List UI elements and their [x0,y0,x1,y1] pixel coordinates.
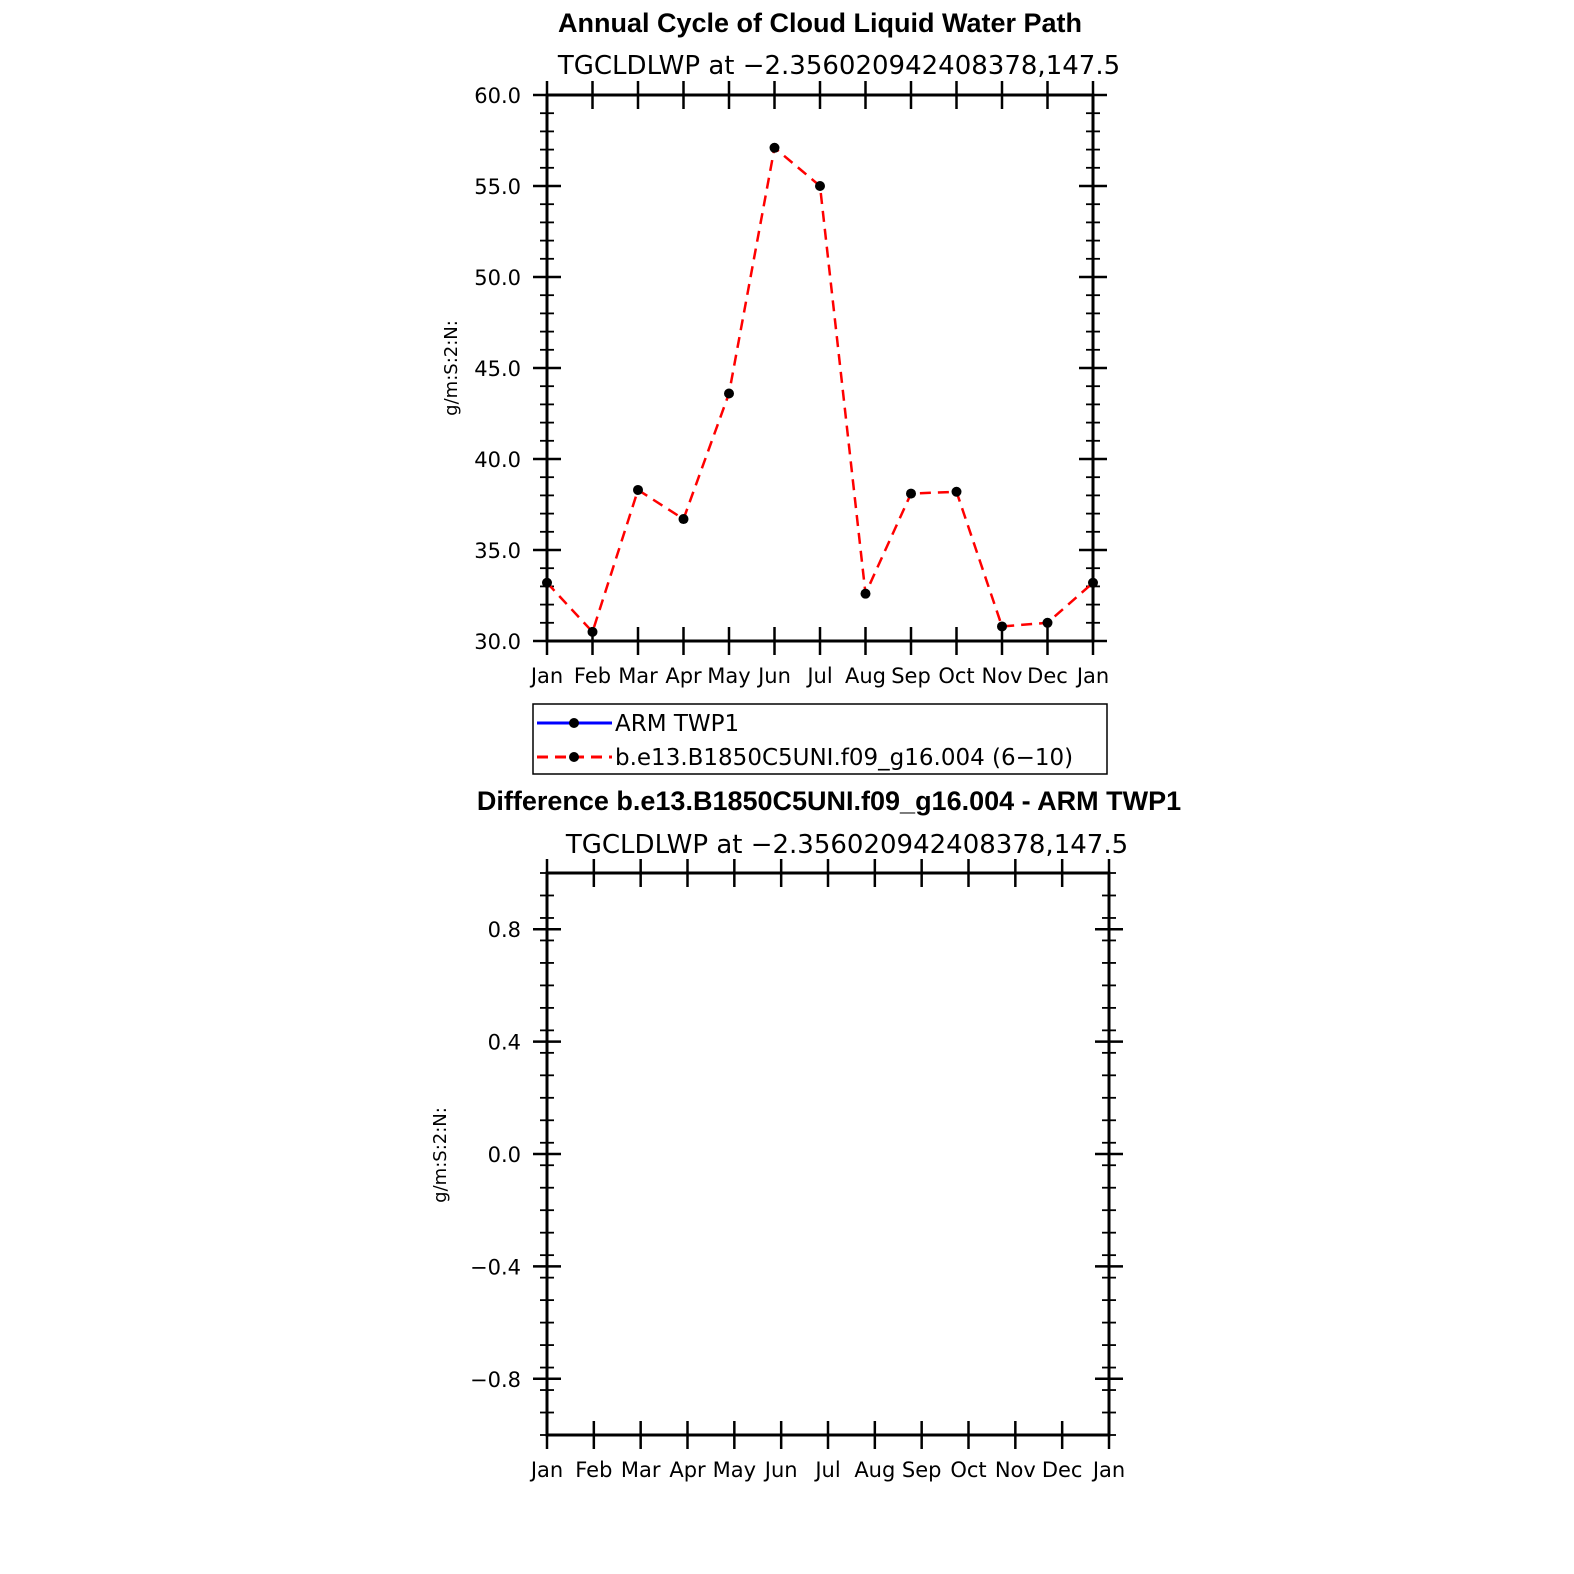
x-tick-label: Feb [573,664,612,688]
series-line-b-e13-b1850c5uni-f09-g16-004-6-10 [547,148,1093,632]
x-tick-label: Dec [1027,664,1068,688]
x-tick-label: Dec [1041,1458,1083,1482]
plot-frame [547,95,1093,641]
data-point [542,578,552,588]
x-tick-labels [529,664,1109,688]
x-tick-label: Sep [901,1458,942,1482]
annual-cycle-chart [441,8,1120,774]
legend-label-model: b.e13.B1850C5UNI.f09_g16.004 (6−10) [615,745,1074,771]
x-tick-label: Jan [1092,1458,1126,1482]
x-tick-label: May [712,1458,757,1482]
tick-marks [533,859,1123,1449]
x-tick-label: Jun [764,1458,798,1482]
x-tick-label: Aug [844,664,887,688]
x-tick-label: Mar [618,664,658,688]
x-tick-label: Mar [620,1458,661,1482]
x-tick-label: Oct [938,664,975,688]
x-tick-label: Sep [891,664,931,688]
data-point [952,487,962,497]
data-point [815,181,825,191]
legend-marker-arm-twp1 [569,718,579,728]
x-tick-label: Apr [665,664,702,688]
data-point [724,388,734,398]
x-tick-labels [529,1458,1125,1482]
x-tick-label: May [707,664,751,688]
x-tick-label: Nov [994,1458,1036,1482]
chart-subtitle: TGCLDLWP at −2.356020942408378,147.5 [565,830,1129,860]
data-point [861,589,871,599]
legend-marker-model [569,752,579,762]
y-tick-label: 50.0 [474,266,521,290]
data-point [588,627,598,637]
data-point [906,489,916,499]
difference-chart [430,786,1181,1482]
x-tick-label: Jan [530,664,564,688]
legend-label-arm-twp1: ARM TWP1 [615,711,740,737]
x-tick-label: Nov [981,664,1023,688]
x-tick-label: Jun [758,664,791,688]
y-axis-label: g/m:S:2:N: [430,1107,451,1203]
tick-marks [533,81,1107,655]
x-tick-label: Jul [815,1458,841,1482]
y-tick-label: 55.0 [474,175,521,199]
legend [533,704,1107,774]
y-tick-labels [470,918,521,1392]
y-tick-label: 0.8 [487,918,521,943]
plot-frame [547,873,1109,1435]
y-tick-label: 0.0 [487,1143,521,1167]
y-tick-label: −0.8 [470,1367,521,1392]
y-tick-label: 0.4 [487,1030,521,1055]
data-point [1088,578,1098,588]
x-tick-label: Oct [950,1458,987,1482]
y-tick-label: 40.0 [474,448,521,472]
x-tick-label: Jan [530,1458,564,1482]
y-tick-label: 45.0 [474,357,521,381]
y-tick-label: 30.0 [474,630,521,654]
data-point [997,621,1007,631]
legend-entry-model [537,745,1073,771]
y-tick-label: 35.0 [474,539,521,563]
chart-title: Difference b.e13.B1850C5UNI.f09_g16.004 - ARM TWP1 [476,786,1182,816]
y-tick-label: −0.4 [470,1255,521,1280]
chart-title: Annual Cycle of Cloud Liquid Water Path [557,8,1083,38]
x-tick-label: Jan [1076,664,1110,688]
data-point [633,485,643,495]
y-tick-label: 60.0 [474,84,521,108]
x-tick-label: Jul [807,664,833,688]
data-point [770,143,780,153]
x-tick-label: Feb [575,1458,613,1482]
data-point [679,514,689,524]
series-layer [542,143,1098,637]
data-point [1043,618,1053,628]
y-tick-labels [474,84,521,654]
x-tick-label: Aug [854,1458,896,1482]
y-axis-label: g/m:S:2:N: [441,320,462,416]
x-tick-label: Apr [669,1458,706,1482]
chart-subtitle: TGCLDLWP at −2.356020942408378,147.5 [557,51,1121,81]
